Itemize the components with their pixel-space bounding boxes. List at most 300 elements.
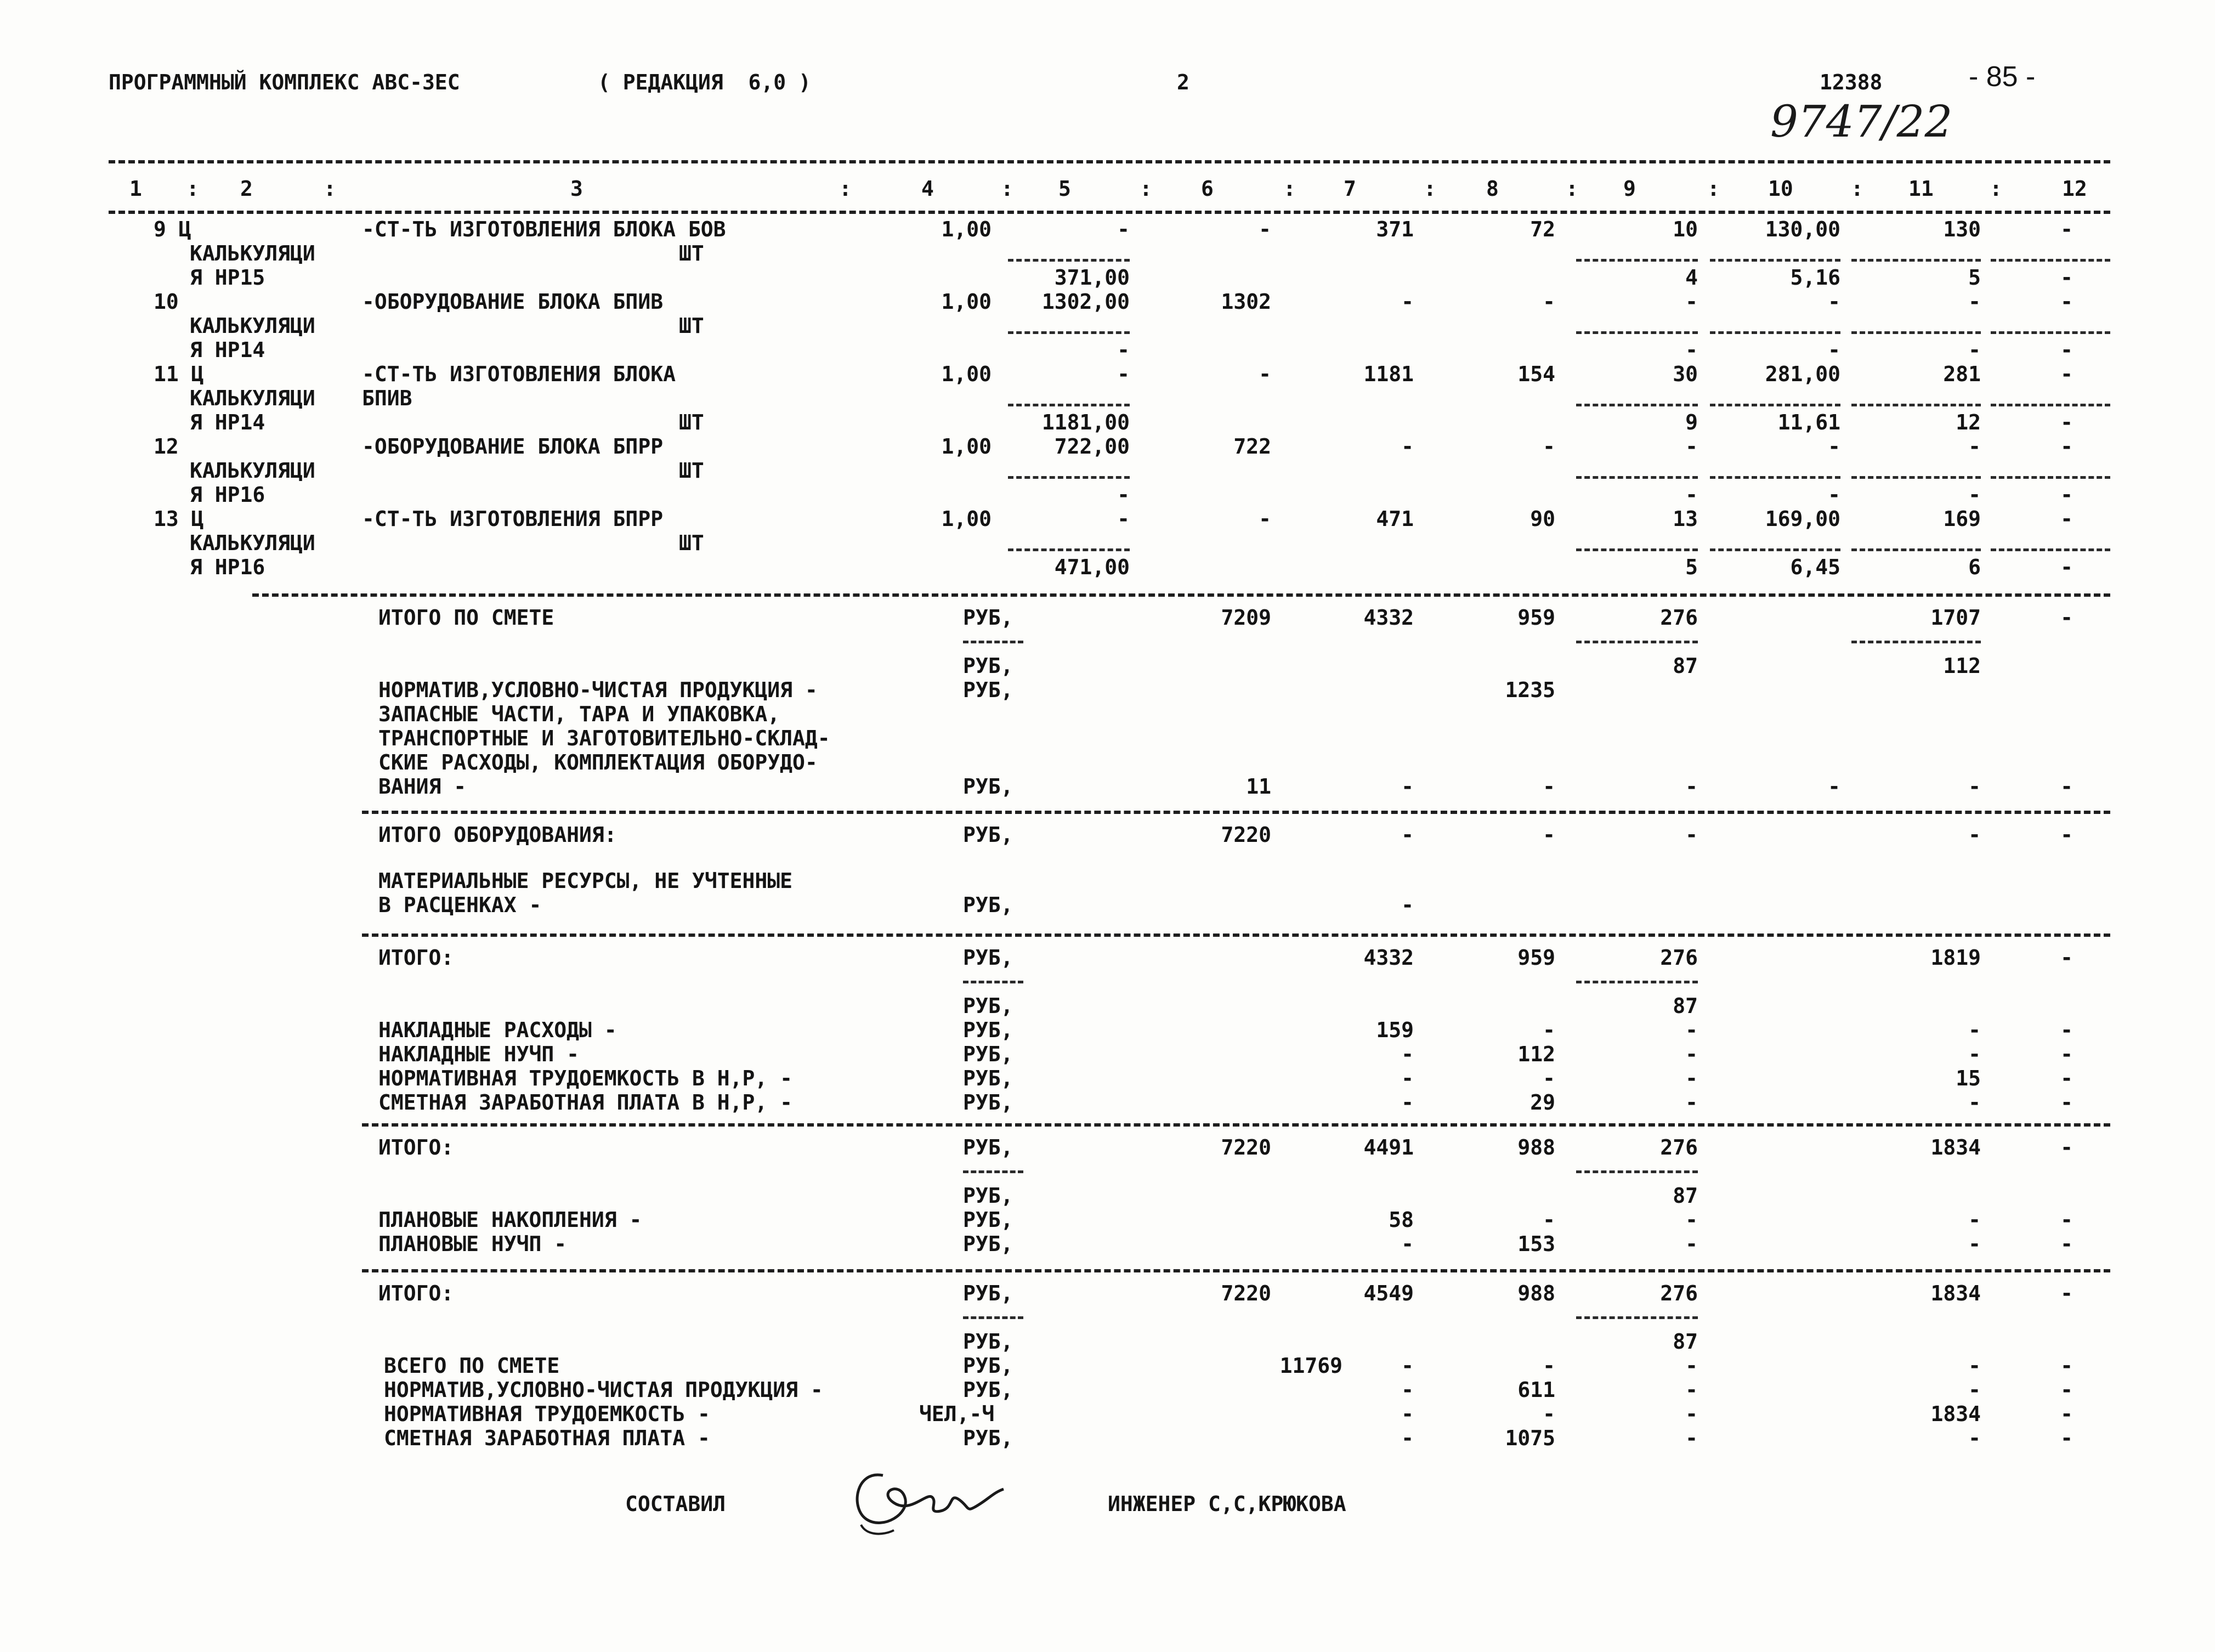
summary-c12: - [2060, 1208, 2073, 1232]
fraction-rule [1576, 981, 1698, 983]
item-basis: Я НР16 [190, 483, 265, 507]
summary-c8: - [1543, 1402, 1555, 1426]
summary-c12: - [2060, 1402, 2073, 1426]
item-col9-top: - [1685, 434, 1698, 459]
item-col6: - [1259, 217, 1271, 241]
item-col8: 154 [1517, 362, 1555, 386]
summary-c9b: 87 [1673, 994, 1698, 1018]
section-rule [362, 934, 2110, 937]
summary-c7: 58 [1389, 1208, 1414, 1232]
item-col7: - [1401, 290, 1414, 314]
planned-label: ПЛАНОВЫЕ НАКОПЛЕНИЯ - [378, 1208, 642, 1232]
item-basis: Я НР16 [190, 555, 265, 579]
column-header-5: 5 [1058, 177, 1071, 201]
item-basis: КАЛЬКУЛЯЦИ [190, 386, 315, 410]
fraction-rule [1851, 641, 1981, 643]
summary-unit: РУБ, [963, 1354, 1013, 1378]
materials-line: В РАСЦЕНКАХ - [378, 893, 542, 917]
summary-c12: - [2060, 1018, 2073, 1042]
item-col12-top: - [2060, 362, 2073, 386]
summary-unit: РУБ, [963, 1066, 1013, 1090]
item-col7: 371 [1376, 217, 1414, 241]
item-number: 9 Ц [154, 217, 191, 241]
item-name: -ОБОРУДОВАНИЕ БЛОКА БПИВ [362, 290, 664, 314]
fraction-rule [1576, 1316, 1698, 1319]
item-col5-bottom: - [1117, 483, 1130, 507]
item-basis: Я НР15 [190, 265, 265, 290]
column-header-1: 1 [129, 177, 142, 201]
item-col9-bottom: - [1685, 338, 1698, 362]
summary-c8: - [1543, 1354, 1555, 1378]
item-unit: ШТ [679, 531, 704, 555]
summary-c9a: 276 [1660, 1135, 1698, 1159]
fraction-rule [1008, 259, 1130, 262]
item-col7: - [1401, 434, 1414, 459]
summary-label: ИТОГО: [378, 946, 454, 970]
summary-c8: 29 [1530, 1090, 1555, 1114]
summary-c11: - [1968, 774, 1981, 799]
fraction-rule [963, 1316, 1023, 1319]
summary-c9: - [1685, 774, 1698, 799]
fraction-rule [1991, 259, 2110, 262]
summary-c12: - [2060, 1135, 2073, 1159]
item-col11-bottom: - [1968, 338, 1981, 362]
item-col10-top: - [1828, 290, 1840, 314]
fraction-rule [1008, 548, 1130, 551]
signer-name: ИНЖЕНЕР С,С,КРЮКОВА [1108, 1492, 1346, 1516]
item-col12-bottom: - [2060, 265, 2073, 290]
item-col11-top: 130 [1943, 217, 1981, 241]
summary-unit: РУБ, [963, 1208, 1013, 1232]
header-bottom-rule [109, 211, 2110, 214]
summary-unit: РУБ, [963, 774, 1013, 799]
item-col9-bottom: 5 [1685, 555, 1698, 579]
fraction-rule [1851, 259, 1981, 262]
summary-c12: - [2060, 1066, 2073, 1090]
normativ-line: ВАНИЯ - [378, 774, 467, 799]
item-quantity: 1,00 [941, 507, 992, 531]
item-col8: - [1543, 434, 1555, 459]
summary-c6: 7220 [1221, 1281, 1271, 1305]
fraction-rule [1710, 476, 1840, 479]
item-name-cont: БПИВ [362, 386, 412, 410]
summary-c7: - [1401, 1354, 1414, 1378]
summary-c9: - [1685, 823, 1698, 847]
summary-c11: 1819 [1930, 946, 1981, 970]
summary-c11: - [1968, 1354, 1981, 1378]
summary-c8: 959 [1517, 606, 1555, 630]
column-header-3: 3 [570, 177, 583, 201]
item-quantity: 1,00 [941, 217, 992, 241]
column-separator: : [324, 177, 336, 201]
section-rule [362, 1123, 2110, 1127]
normativ-line: НОРМАТИВ,УСЛОВНО-ЧИСТАЯ ПРОДУКЦИЯ - [378, 678, 818, 702]
summary-unit: РУБ, [963, 994, 1013, 1018]
summary-c8: 1075 [1505, 1426, 1555, 1450]
summary-c11: - [1968, 1042, 1981, 1066]
column-separator: : [1707, 177, 1720, 201]
program-title: ПРОГРАММНЫЙ КОМПЛЕКС АВС-3ЕС [109, 70, 460, 94]
item-col5-top: - [1117, 362, 1130, 386]
item-col12-bottom: - [2060, 338, 2073, 362]
item-name: -СТ-ТЬ ИЗГОТОВЛЕНИЯ БЛОКА БОВ [362, 217, 726, 241]
item-col7: 1181 [1363, 362, 1414, 386]
column-separator: : [839, 177, 852, 201]
item-col5-bottom: - [1117, 338, 1130, 362]
item-col10-top: 281,00 [1765, 362, 1840, 386]
overhead-label: НАКЛАДНЫЕ НУЧП - [378, 1042, 580, 1066]
item-number: 12 [154, 434, 179, 459]
summary-c11: 1834 [1930, 1281, 1981, 1305]
summary-c8: - [1543, 1066, 1555, 1090]
fraction-rule [1991, 331, 2110, 334]
header-top-rule [109, 160, 2110, 163]
fraction-rule [1710, 331, 1840, 334]
fraction-rule [1576, 548, 1698, 551]
summary-c9b: 87 [1673, 1184, 1698, 1208]
item-basis: КАЛЬКУЛЯЦИ [190, 314, 315, 338]
summary-c6: 7220 [1221, 823, 1271, 847]
section-rule [362, 1269, 2110, 1272]
overhead-label: НАКЛАДНЫЕ РАСХОДЫ - [378, 1018, 617, 1042]
normativ-line: ЗАПАСНЫЕ ЧАСТИ, ТАРА И УПАКОВКА, [378, 702, 780, 726]
summary-c12: - [2060, 946, 2073, 970]
summary-c11: 1834 [1930, 1402, 1981, 1426]
item-col12-bottom: - [2060, 555, 2073, 579]
summary-unit: РУБ, [963, 678, 1013, 702]
edition-label: ( РЕДАКЦИЯ 6,0 ) [598, 70, 811, 94]
summary-c8: 988 [1517, 1281, 1555, 1305]
fraction-rule [963, 641, 1023, 643]
summary-c11: - [1968, 1090, 1981, 1114]
summary-c11: - [1968, 1426, 1981, 1450]
summary-c12: - [2060, 1426, 2073, 1450]
summary-c7: - [1401, 1042, 1414, 1066]
summary-c7: 4332 [1363, 946, 1414, 970]
item-col6: - [1259, 362, 1271, 386]
document-code: 12388 [1820, 70, 1883, 94]
item-basis: КАЛЬКУЛЯЦИ [190, 241, 315, 265]
summary-c7: - [1401, 1066, 1414, 1090]
item-col10-bottom: 6,45 [1790, 555, 1840, 579]
item-col8: - [1543, 290, 1555, 314]
summary-c9: - [1685, 1402, 1698, 1426]
summary-c8: 112 [1517, 1042, 1555, 1066]
column-separator: : [1566, 177, 1578, 201]
item-basis: Я НР14 [190, 338, 265, 362]
fraction-rule [1991, 476, 2110, 479]
summary-c11: 1834 [1930, 1135, 1981, 1159]
fraction-rule [1710, 259, 1840, 262]
summary-unit: РУБ, [963, 654, 1013, 678]
summary-unit: РУБ, [963, 1232, 1013, 1256]
item-col5-bottom: 471,00 [1054, 555, 1130, 579]
summary-c7: - [1401, 1090, 1414, 1114]
item-number: 11 Ц [154, 362, 204, 386]
summary-label: ИТОГО ОБОРУДОВАНИЯ: [378, 823, 617, 847]
total-label: НОРМАТИВ,УСЛОВНО-ЧИСТАЯ ПРОДУКЦИЯ - [384, 1378, 823, 1402]
item-col6: 722 [1233, 434, 1271, 459]
fraction-rule [1710, 548, 1840, 551]
fraction-rule [1008, 404, 1130, 406]
item-col7: 471 [1376, 507, 1414, 531]
page-number: - 85 - [1969, 61, 2036, 93]
summary-c11: - [1968, 1232, 1981, 1256]
item-col10-top: 130,00 [1765, 217, 1840, 241]
summary-c8: - [1543, 1208, 1555, 1232]
fraction-rule [1576, 476, 1698, 479]
summary-c11: - [1968, 1208, 1981, 1232]
summary-c7: - [1401, 774, 1414, 799]
planned-label: ПЛАНОВЫЕ НУЧП - [378, 1232, 567, 1256]
column-header-2: 2 [240, 177, 253, 201]
summary-c9: - [1685, 1090, 1698, 1114]
summary-unit: РУБ, [963, 1281, 1013, 1305]
fraction-rule [1710, 404, 1840, 406]
normativ-line: ТРАНСПОРТНЫЕ И ЗАГОТОВИТЕЛЬНО-СКЛАД- [378, 726, 830, 750]
item-basis: КАЛЬКУЛЯЦИ [190, 531, 315, 555]
item-col12-top: - [2060, 507, 2073, 531]
item-quantity: 1,00 [941, 434, 992, 459]
item-unit: ШТ [679, 410, 704, 434]
item-col12-top: - [2060, 434, 2073, 459]
fraction-rule [1991, 404, 2110, 406]
overhead-label: СМЕТНАЯ ЗАРАБОТНАЯ ПЛАТА В Н,Р, - [378, 1090, 792, 1114]
item-number: 13 Ц [154, 507, 204, 531]
item-col11-top: - [1968, 290, 1981, 314]
column-separator: : [1001, 177, 1013, 201]
total-label: ВСЕГО ПО СМЕТЕ [384, 1354, 560, 1378]
fraction-rule [1008, 331, 1130, 334]
summary-c6: 11 [1246, 774, 1271, 799]
section-rule [362, 811, 2110, 814]
summary-unit: РУБ, [963, 1426, 1013, 1450]
summary-c9: - [1685, 1354, 1698, 1378]
summary-c7: 4549 [1363, 1281, 1414, 1305]
item-unit: ШТ [679, 459, 704, 483]
item-col12-bottom: - [2060, 410, 2073, 434]
item-col11-top: 169 [1943, 507, 1981, 531]
item-col9-bottom: 4 [1685, 265, 1698, 290]
summary-c9b: 87 [1673, 654, 1698, 678]
item-quantity: 1,00 [941, 362, 992, 386]
item-col11-bottom: 6 [1968, 555, 1981, 579]
item-col9-bottom: 9 [1685, 410, 1698, 434]
summary-c7: - [1401, 893, 1414, 917]
summary-c8: - [1543, 1018, 1555, 1042]
item-col11-top: - [1968, 434, 1981, 459]
handwritten-number: 9747/22 [1770, 96, 1953, 147]
summary-c6: 7209 [1221, 606, 1271, 630]
summary-c6: 7220 [1221, 1135, 1271, 1159]
fraction-rule [1576, 259, 1698, 262]
summary-c9: - [1685, 1208, 1698, 1232]
summary-c12: - [2060, 1042, 2073, 1066]
summary-c7: 159 [1376, 1018, 1414, 1042]
summary-c11a: 1707 [1930, 606, 1981, 630]
item-col9-top: 30 [1673, 362, 1698, 386]
item-col12-top: - [2060, 290, 2073, 314]
item-col11-bottom: - [1968, 483, 1981, 507]
column-separator: : [1283, 177, 1296, 201]
column-header-7: 7 [1344, 177, 1356, 201]
summary-label: ИТОГО ПО СМЕТЕ [378, 606, 554, 630]
summary-c9a: 276 [1660, 1281, 1698, 1305]
summary-c9: - [1685, 1018, 1698, 1042]
summary-c8: - [1543, 774, 1555, 799]
summary-c9: - [1685, 1378, 1698, 1402]
summary-c11b: 112 [1943, 654, 1981, 678]
fraction-rule [1851, 404, 1981, 406]
item-col10-bottom: 11,61 [1777, 410, 1840, 434]
summary-unit: РУБ, [963, 606, 1013, 630]
item-basis: КАЛЬКУЛЯЦИ [190, 459, 315, 483]
column-header-12: 12 [2062, 177, 2087, 201]
summary-c11: - [1968, 1378, 1981, 1402]
column-separator: : [1990, 177, 2002, 201]
item-col8: 90 [1530, 507, 1555, 531]
item-col5-top: 1302,00 [1041, 290, 1130, 314]
item-number: 10 [154, 290, 179, 314]
summary-c12: - [2060, 1378, 2073, 1402]
item-col5-bottom: 1181,00 [1041, 410, 1130, 434]
item-col5-top: - [1117, 217, 1130, 241]
summary-c8: 153 [1517, 1232, 1555, 1256]
item-col6: 1302 [1221, 290, 1271, 314]
summary-unit: РУБ, [963, 1378, 1013, 1402]
total-label: СМЕТНАЯ ЗАРАБОТНАЯ ПЛАТА - [384, 1426, 710, 1450]
fraction-rule [1576, 1170, 1698, 1173]
summary-label: ИТОГО: [378, 1281, 454, 1305]
summary-c7: - [1401, 1378, 1414, 1402]
summary-unit: РУБ, [963, 1329, 1013, 1354]
summary-c12: - [2060, 774, 2073, 799]
item-quantity: 1,00 [941, 290, 992, 314]
summary-c8: 611 [1517, 1378, 1555, 1402]
item-name: -СТ-ТЬ ИЗГОТОВЛЕНИЯ БЛОКА [362, 362, 676, 386]
overhead-label: НОРМАТИВНАЯ ТРУДОЕМКОСТЬ В Н,Р, - [378, 1066, 792, 1090]
summary-c7: - [1401, 823, 1414, 847]
item-col8: 72 [1530, 217, 1555, 241]
section-rule [252, 593, 2110, 597]
item-name: -СТ-ТЬ ИЗГОТОВЛЕНИЯ БПРР [362, 507, 664, 531]
column-separator: : [1424, 177, 1436, 201]
item-col9-top: 10 [1673, 217, 1698, 241]
summary-c12: - [2060, 1354, 2073, 1378]
summary-c8: 1235 [1505, 678, 1555, 702]
item-col5-top: - [1117, 507, 1130, 531]
summary-label: ИТОГО: [378, 1135, 454, 1159]
summary-c12: - [2060, 1232, 2073, 1256]
summary-c7: - [1401, 1426, 1414, 1450]
summary-c9: - [1685, 1232, 1698, 1256]
fraction-rule [1576, 404, 1698, 406]
item-col9-top: 13 [1673, 507, 1698, 531]
fraction-rule [1576, 331, 1698, 334]
summary-c12: - [2060, 1090, 2073, 1114]
summary-c9b: 87 [1673, 1329, 1698, 1354]
column-header-11: 11 [1908, 177, 1934, 201]
summary-c7: - [1401, 1232, 1414, 1256]
item-basis: Я НР14 [190, 410, 265, 434]
column-header-6: 6 [1201, 177, 1214, 201]
item-unit: ШТ [679, 241, 704, 265]
item-name: -ОБОРУДОВАНИЕ БЛОКА БПРР [362, 434, 664, 459]
column-header-10: 10 [1768, 177, 1793, 201]
summary-c12: - [2060, 606, 2073, 630]
column-header-9: 9 [1623, 177, 1636, 201]
total-label: НОРМАТИВНАЯ ТРУДОЕМКОСТЬ - [384, 1402, 710, 1426]
summary-unit: РУБ, [963, 893, 1013, 917]
fraction-rule [1851, 331, 1981, 334]
column-header-4: 4 [921, 177, 934, 201]
signature-icon [845, 1459, 1009, 1541]
summary-unit: ЧЕЛ,-Ч [919, 1402, 995, 1426]
summary-unit: РУБ, [963, 1090, 1013, 1114]
normativ-line: СКИЕ РАСХОДЫ, КОМПЛЕКТАЦИЯ ОБОРУДО- [378, 750, 818, 774]
item-col10-top: - [1828, 434, 1840, 459]
fraction-rule [1851, 476, 1981, 479]
fraction-rule [963, 981, 1023, 983]
item-col5-bottom: 371,00 [1054, 265, 1130, 290]
summary-c9a: 276 [1660, 606, 1698, 630]
summary-unit: РУБ, [963, 1184, 1013, 1208]
item-col9-top: - [1685, 290, 1698, 314]
fraction-rule [963, 1170, 1023, 1173]
summary-c12: - [2060, 823, 2073, 847]
item-col10-top: 169,00 [1765, 507, 1840, 531]
summary-c7: 4491 [1363, 1135, 1414, 1159]
sheet-number: 2 [1177, 70, 1189, 94]
summary-c12: - [2060, 1281, 2073, 1305]
summary-c9: - [1685, 1426, 1698, 1450]
item-col10-bottom: - [1828, 483, 1840, 507]
composed-label: СОСТАВИЛ [625, 1492, 726, 1516]
summary-c9a: 276 [1660, 946, 1698, 970]
item-col12-top: - [2060, 217, 2073, 241]
item-col11-top: 281 [1943, 362, 1981, 386]
summary-c9: - [1685, 1066, 1698, 1090]
column-separator: : [1140, 177, 1152, 201]
column-header-8: 8 [1486, 177, 1499, 201]
summary-c8: - [1543, 823, 1555, 847]
item-col12-bottom: - [2060, 483, 2073, 507]
fraction-rule [1851, 548, 1981, 551]
summary-unit: РУБ, [963, 823, 1013, 847]
item-col11-bottom: 12 [1956, 410, 1981, 434]
summary-unit: РУБ, [963, 1042, 1013, 1066]
summary-c11: - [1968, 1018, 1981, 1042]
summary-c6: 11769 [1279, 1354, 1342, 1378]
item-unit: ШТ [679, 314, 704, 338]
summary-c9: - [1685, 1042, 1698, 1066]
column-separator: : [186, 177, 199, 201]
summary-c10: - [1828, 774, 1840, 799]
summary-unit: РУБ, [963, 946, 1013, 970]
item-col10-bottom: 5,16 [1790, 265, 1840, 290]
item-col9-bottom: - [1685, 483, 1698, 507]
item-col10-bottom: - [1828, 338, 1840, 362]
fraction-rule [1991, 548, 2110, 551]
item-col11-bottom: 5 [1968, 265, 1981, 290]
summary-c11: - [1968, 823, 1981, 847]
fraction-rule [1008, 476, 1130, 479]
summary-unit: РУБ, [963, 1135, 1013, 1159]
summary-unit: РУБ, [963, 1018, 1013, 1042]
materials-line: МАТЕРИАЛЬНЫЕ РЕСУРСЫ, НЕ УЧТЕННЫЕ [378, 869, 792, 893]
fraction-rule [1576, 641, 1698, 643]
summary-c11: 15 [1956, 1066, 1981, 1090]
